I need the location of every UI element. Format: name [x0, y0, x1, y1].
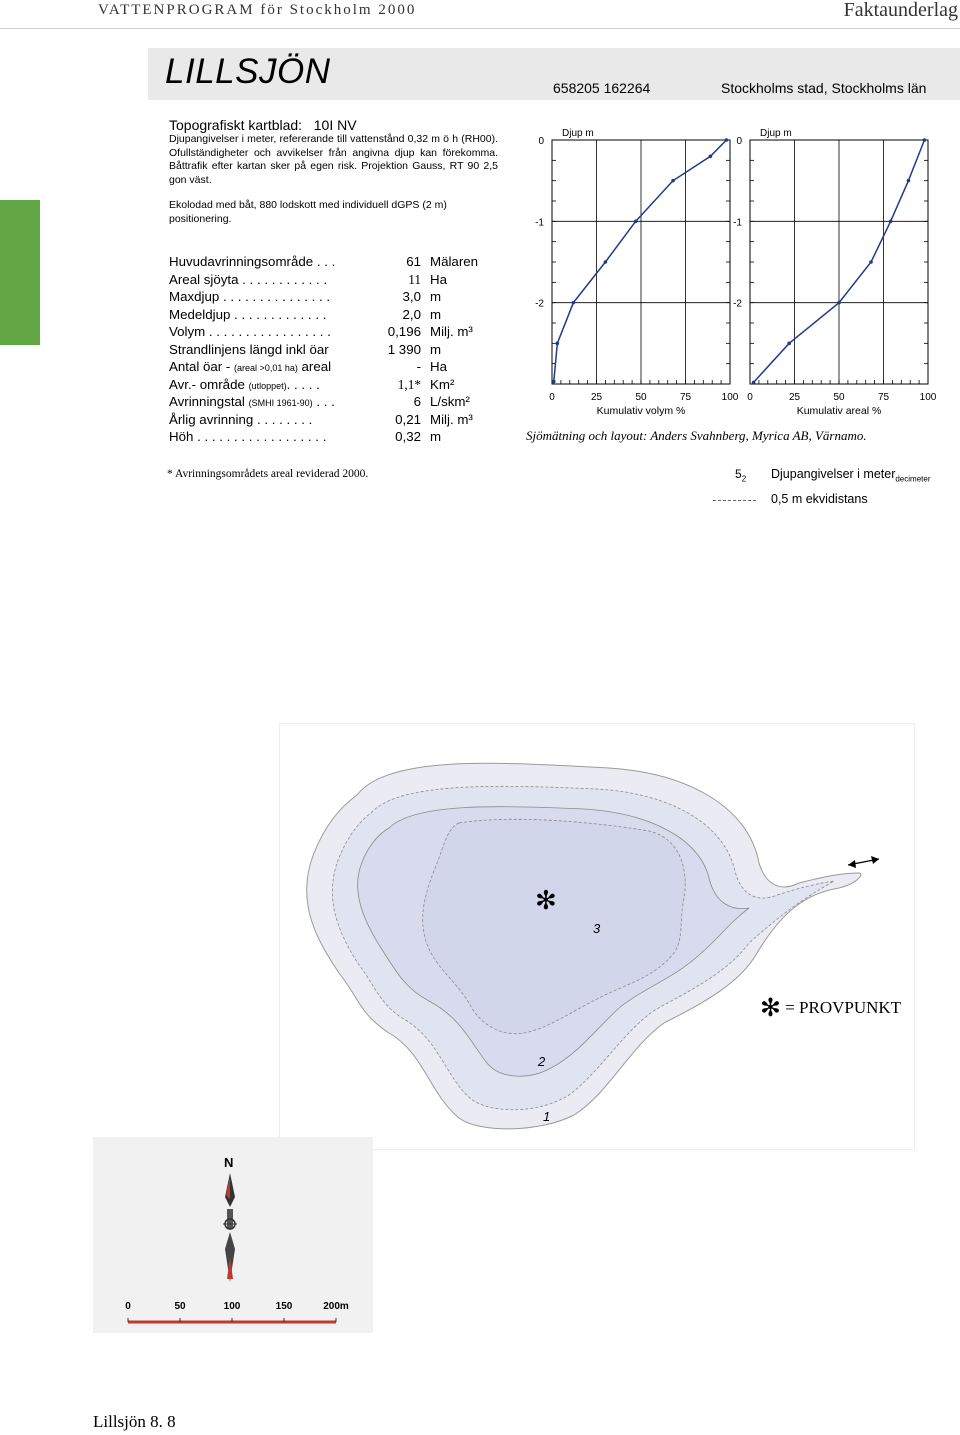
- stat-unit: m: [430, 341, 442, 357]
- x-tick-label: 50: [833, 392, 845, 403]
- series-title: [98, 2, 416, 19]
- depth-chart-1: [535, 128, 739, 417]
- stat-row: [169, 307, 509, 325]
- data-point: [556, 342, 560, 346]
- stat-label-text: Antal öar -: [169, 359, 235, 374]
- series-city: för Stockholm 2000: [260, 2, 417, 18]
- stat-unit: Mälaren: [430, 254, 479, 269]
- stat-unit: L/skm²: [430, 394, 470, 409]
- contour-line-sample: [713, 500, 756, 501]
- stat-value: 6: [413, 394, 421, 409]
- hypsographic-charts: [530, 120, 950, 420]
- stat-unit: Milj. m³: [430, 411, 473, 427]
- topo-map: [169, 117, 357, 133]
- stat-label: [169, 324, 365, 339]
- stat-label-text: Årlig avrinning . . . . . . . .: [169, 411, 313, 427]
- y-tick-label: 0: [538, 136, 544, 147]
- north-label: N: [224, 1155, 234, 1170]
- chart-ylabel: Djup m: [562, 128, 594, 139]
- stat-row: [169, 412, 509, 430]
- x-tick-label: 50: [635, 392, 647, 403]
- stat-row: [169, 272, 509, 290]
- survey-method: Ekolodad med båt, 880 lodskott med individuell dGPS (2 m) positionering.: [169, 199, 447, 225]
- stat-label-tail: . . . . .: [286, 376, 320, 392]
- stat-label-note: (areal >0,01 ha): [234, 363, 298, 373]
- x-tick-label: 100: [919, 392, 937, 403]
- depth-legend-label: [771, 467, 930, 484]
- lake-name: LILLSJÖN: [165, 52, 331, 91]
- data-point: [725, 138, 729, 142]
- stat-value: 11: [408, 271, 421, 287]
- stat-value: 61: [406, 254, 421, 269]
- doc-type: Faktaunderlag: [843, 0, 958, 21]
- sample-point-symbol: ✻: [760, 995, 781, 1022]
- scale-tick-label: 100: [223, 1301, 241, 1312]
- depth-label-3: 3: [593, 921, 601, 936]
- stat-label-text: Medeldjup . . . . . . . . . . . . .: [169, 306, 327, 322]
- data-point: [604, 260, 608, 264]
- stat-unit: Ha: [430, 271, 447, 287]
- stat-value: 0,21: [395, 411, 421, 427]
- section-tab: [0, 200, 40, 345]
- compass-scale: [93, 1137, 373, 1333]
- depth-map: [279, 723, 913, 1148]
- stat-unit: Ha: [430, 359, 447, 374]
- stat-unit: Milj. m³: [430, 324, 473, 339]
- stat-value: 1,1*: [397, 376, 421, 392]
- stat-label: [169, 394, 365, 409]
- stat-unit: m: [430, 289, 442, 304]
- stat-label-text: Strandlinjens längd inkl öar: [169, 341, 329, 357]
- y-tick-label: -2: [535, 298, 544, 310]
- stat-label: [169, 342, 365, 357]
- scale-tick-label: 150: [275, 1301, 293, 1312]
- survey-credit: Sjömätning och layout: Anders Svahnberg, Myrica AB, Värnamo.: [526, 428, 867, 443]
- depth-description: Djupangivelser i meter, refererande till vattenstånd 0,32 m ö h (RH00). Ofullständigheter och avvikelser från angivna djup kan förekomma. Båttrafik efter kartan sker på egen risk. Projektion Gauss, RT 90 2,5 gon väst.: [169, 133, 498, 186]
- data-point: [572, 301, 576, 305]
- stat-label: [169, 254, 365, 269]
- topo-label: Topografiskt kartblad:: [169, 117, 303, 133]
- sample-point-label: = PROVPUNKT: [785, 998, 902, 1017]
- stat-row: [169, 429, 509, 447]
- x-tick-label: 75: [679, 392, 692, 403]
- stat-label: [169, 412, 365, 427]
- chart-xlabel: Kumulativ areal %: [796, 405, 882, 417]
- scale-bar: [125, 1301, 349, 1322]
- scale-tick-label: 50: [174, 1301, 186, 1312]
- stat-label-note: (utloppet): [248, 380, 287, 391]
- stat-value: -: [416, 359, 421, 374]
- stat-label-note: (SMHI 1961-90): [248, 398, 313, 408]
- stat-label-text: Areal sjöyta . . . . . . . . . . . .: [169, 271, 328, 287]
- lake-statistics: [169, 254, 509, 447]
- y-tick-label: 0: [736, 136, 742, 147]
- stat-label: [169, 289, 365, 304]
- y-tick-label: -2: [733, 298, 742, 310]
- stat-row: [169, 394, 509, 412]
- x-tick-label: 75: [877, 392, 890, 403]
- footnote: * Avrinningsområdets areal reviderad 2000.: [167, 468, 369, 480]
- stat-row: [169, 324, 509, 342]
- stat-label-text: Volym . . . . . . . . . . . . . . . . .: [169, 324, 331, 339]
- stat-label-tail: . . .: [312, 394, 335, 409]
- depth-label-2: 2: [538, 1054, 546, 1069]
- stat-row: [169, 254, 509, 272]
- x-tick-label: 0: [549, 392, 555, 403]
- topo-value: 10I NV: [313, 117, 357, 133]
- stat-value: 1 390: [387, 341, 421, 357]
- stat-label-text: Avr.- område: [169, 376, 249, 392]
- stat-unit: m: [430, 429, 442, 444]
- data-point: [634, 220, 638, 224]
- stat-unit: Km²: [430, 376, 455, 392]
- data-point: [869, 260, 873, 264]
- header-rule: [0, 28, 960, 29]
- y-tick-label: -1: [733, 217, 742, 229]
- north-arrow-icon: [223, 1173, 237, 1282]
- page-number: Lillsjön 8. 8: [93, 1412, 176, 1431]
- depth-sample-decimeter: 2: [741, 474, 747, 484]
- depth-legend-decimeter: decimeter: [895, 474, 931, 484]
- x-tick-label: 100: [721, 392, 739, 403]
- data-point: [671, 179, 675, 183]
- scale-tick-label: 0: [125, 1301, 131, 1312]
- data-point: [752, 381, 756, 385]
- stat-label: [169, 429, 365, 444]
- stat-label-tail: areal: [297, 359, 332, 374]
- data-point: [923, 138, 927, 142]
- scale-tick-label: 200m: [323, 1301, 349, 1312]
- series-name: VATTENPROGRAM: [98, 2, 255, 18]
- stat-label-text: Huvudavrinningsområde . . .: [169, 254, 336, 269]
- stat-row: [169, 359, 509, 377]
- stat-row: [169, 377, 509, 395]
- stat-row: [169, 342, 509, 360]
- data-point: [889, 220, 893, 224]
- stat-label: [169, 272, 365, 287]
- stat-label-text: Höh . . . . . . . . . . . . . . . . . .: [169, 429, 327, 444]
- x-tick-label: 25: [590, 392, 603, 403]
- stat-label: [169, 359, 365, 374]
- lake-municipality: Stockholms stad, Stockholms län: [721, 80, 927, 96]
- depth-chart-2: [733, 128, 937, 417]
- data-point: [709, 154, 713, 158]
- stat-row: [169, 289, 509, 307]
- depth-sample: [735, 467, 746, 483]
- chart-xlabel: Kumulativ volym %: [596, 405, 686, 417]
- stat-label: [169, 377, 365, 392]
- depth-sample-value: 5: [735, 467, 742, 481]
- depth-legend-text: Djupangivelser i meter: [771, 467, 896, 481]
- stat-label: [169, 307, 365, 322]
- outlet-arrow-icon: [848, 856, 879, 868]
- stat-value: 0,32: [395, 429, 421, 444]
- depth-label-1: 1: [543, 1109, 551, 1124]
- stat-label-text: Avrinningstal: [169, 394, 249, 409]
- data-point: [552, 380, 556, 384]
- stat-unit: m: [430, 306, 442, 322]
- chart-ylabel: Djup m: [760, 128, 792, 139]
- data-point: [907, 179, 911, 183]
- sample-point-marker: ✻: [535, 886, 557, 916]
- y-tick-label: -1: [535, 217, 544, 229]
- contour-legend-label: 0,5 m ekvidistans: [771, 492, 868, 506]
- data-point: [787, 342, 791, 346]
- stat-value: 2,0: [402, 306, 421, 322]
- stat-value: 0,196: [387, 324, 421, 339]
- data-point: [837, 301, 841, 305]
- stat-value: 3,0: [402, 289, 421, 304]
- x-tick-label: 25: [788, 392, 801, 403]
- depth-curve: [554, 140, 727, 382]
- lake-coordinates: 658205 162264: [553, 80, 651, 96]
- stat-label-text: Maxdjup . . . . . . . . . . . . . . .: [169, 289, 331, 304]
- sample-point-legend: [760, 993, 901, 1023]
- x-tick-label: 0: [747, 392, 753, 403]
